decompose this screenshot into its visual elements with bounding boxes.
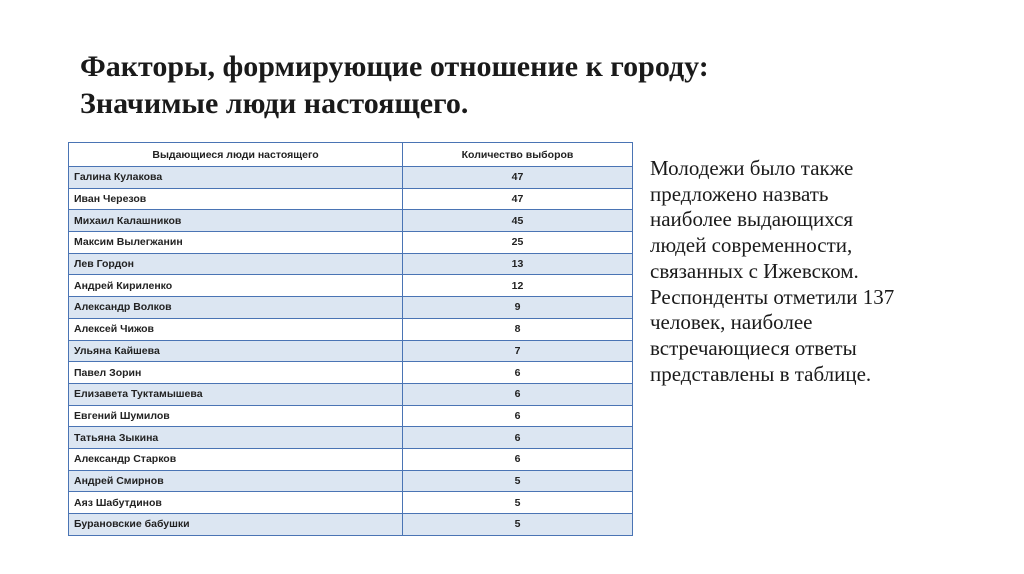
table-row [69, 210, 633, 232]
person-name-cell: Аяз Шабутдинов [69, 492, 403, 514]
person-name-cell: Михаил Калашников [69, 210, 403, 232]
choice-count-cell: 6 [403, 405, 633, 427]
person-name-cell: Елизавета Туктамышева [69, 383, 403, 405]
table-row [69, 427, 633, 449]
table-header-row [69, 143, 633, 167]
table-row [69, 448, 633, 470]
table-row [69, 188, 633, 210]
choice-count-cell: 5 [403, 514, 633, 536]
person-name-cell: Лев Гордон [69, 253, 403, 275]
person-name-cell: Александр Старков [69, 448, 403, 470]
person-name-cell: Андрей Смирнов [69, 470, 403, 492]
choice-count-cell: 6 [403, 448, 633, 470]
description-line: человек, наиболее [650, 310, 813, 335]
person-name-cell: Алексей Чижов [69, 318, 403, 340]
person-name-cell: Евгений Шумилов [69, 405, 403, 427]
choice-count-cell: 6 [403, 383, 633, 405]
description-line: встречающиеся ответы [650, 335, 857, 360]
column-header-count: Количество выборов [403, 143, 633, 167]
description-line: связанных с Ижевском. [650, 258, 859, 283]
column-header-name: Выдающиеся люди настоящего [69, 143, 403, 167]
description-line: предложено назвать [650, 181, 829, 206]
table-row [69, 362, 633, 384]
person-name-cell: Иван Черезов [69, 188, 403, 210]
table-row [69, 253, 633, 275]
choice-count-cell: 8 [403, 318, 633, 340]
description-line: Молодежи было также [650, 156, 854, 180]
slide-title-line-2: Значимые люди настоящего. [80, 87, 469, 120]
table-row [69, 470, 633, 492]
choice-count-cell: 6 [403, 362, 633, 384]
people-table [68, 142, 633, 536]
description-line: Респонденты отметили 137 [650, 284, 895, 309]
choice-count-cell: 12 [403, 275, 633, 297]
slide-title-line-1: Факторы, формирующие отношение к городу: [80, 50, 709, 83]
choice-count-cell: 25 [403, 232, 633, 254]
choice-count-cell: 45 [403, 210, 633, 232]
table-row [69, 492, 633, 514]
table-row [69, 340, 633, 362]
choice-count-cell: 13 [403, 253, 633, 275]
person-name-cell: Ульяна Кайшева [69, 340, 403, 362]
choice-count-cell: 5 [403, 470, 633, 492]
table-row [69, 275, 633, 297]
table-body [69, 167, 633, 536]
table-row [69, 383, 633, 405]
choice-count-cell: 7 [403, 340, 633, 362]
person-name-cell: Павел Зорин [69, 362, 403, 384]
table-row [69, 514, 633, 536]
table-row [69, 232, 633, 254]
table-row [69, 318, 633, 340]
table-row [69, 167, 633, 189]
choice-count-cell: 47 [403, 167, 633, 189]
person-name-cell: Андрей Кириленко [69, 275, 403, 297]
slide-title [80, 48, 960, 122]
table-row [69, 405, 633, 427]
description-line: представлены в таблице. [650, 361, 872, 386]
choice-count-cell: 47 [403, 188, 633, 210]
choice-count-cell: 9 [403, 297, 633, 319]
description-line: наиболее выдающихся [650, 207, 854, 232]
choice-count-cell: 5 [403, 492, 633, 514]
description-line: людей современности, [650, 233, 853, 258]
person-name-cell: Татьяна Зыкина [69, 427, 403, 449]
person-name-cell: Галина Кулакова [69, 167, 403, 189]
person-name-cell: Максим Вылегжанин [69, 232, 403, 254]
table-row [69, 297, 633, 319]
person-name-cell: Александр Волков [69, 297, 403, 319]
person-name-cell: Бурановские бабушки [69, 514, 403, 536]
description-text [650, 156, 950, 387]
choice-count-cell: 6 [403, 427, 633, 449]
